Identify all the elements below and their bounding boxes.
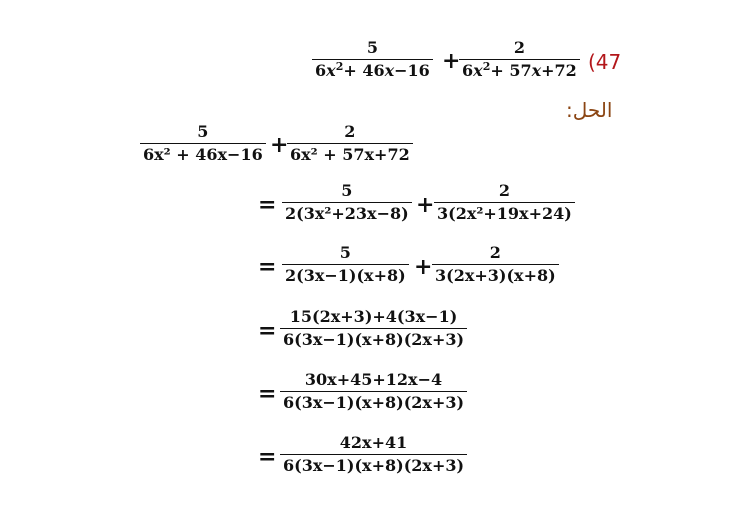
denominator: $6x^2+ 57x+72$ xyxy=(462,60,577,80)
denominator: $6x^2+ 46x-16$ xyxy=(315,60,430,80)
fraction-bar xyxy=(312,59,433,60)
equals-sign: = xyxy=(258,192,277,218)
numerator: 42x+41 xyxy=(339,433,408,452)
step-2-fraction-a xyxy=(282,243,409,286)
equals-sign: = xyxy=(258,254,277,280)
restated-fraction-1 xyxy=(140,122,266,165)
denominator: 6(3x−1)(x+8)(2x+3) xyxy=(283,330,465,349)
fraction-bar xyxy=(140,143,266,144)
fraction-bar xyxy=(432,264,559,265)
numerator: 15(2x+3)+4(3x−1) xyxy=(289,307,458,326)
denominator: 3(2x²+19x+24) xyxy=(437,204,572,223)
fraction-bar xyxy=(282,202,412,203)
denominator: 2(3x−1)(x+8) xyxy=(285,266,406,285)
denominator: 6x² + 46x−16 xyxy=(143,145,263,164)
equals-sign: = xyxy=(258,444,277,470)
numerator: 5 xyxy=(339,243,351,262)
fraction-bar xyxy=(434,202,575,203)
step-3-fraction xyxy=(280,307,467,350)
numerator: 2 xyxy=(498,181,510,200)
plus-sign: + xyxy=(416,192,435,218)
step-4-fraction xyxy=(280,370,467,413)
fraction-bar xyxy=(280,454,467,455)
denominator: 6x² + 57x+72 xyxy=(290,145,410,164)
step-1-fraction-a xyxy=(282,181,412,224)
numerator: 2 xyxy=(344,122,356,141)
equals-sign: = xyxy=(258,318,277,344)
numerator: 5 xyxy=(197,122,209,141)
fraction-bar xyxy=(280,328,467,329)
step-1-fraction-b xyxy=(434,181,575,224)
denominator: 2(3x²+23x−8) xyxy=(285,204,409,223)
step-5-fraction xyxy=(280,433,467,476)
denominator: 3(2x+3)(x+8) xyxy=(435,266,556,285)
numerator: 2 xyxy=(513,38,525,57)
plus-sign: + xyxy=(270,132,289,158)
fraction-bar xyxy=(280,391,467,392)
restated-fraction-2 xyxy=(287,122,413,165)
numerator: 30x+45+12x−4 xyxy=(304,370,443,389)
numerator: 2 xyxy=(489,243,501,262)
equals-sign: = xyxy=(258,381,277,407)
denominator: 6(3x−1)(x+8)(2x+3) xyxy=(283,393,465,412)
solution-label: الحل: xyxy=(566,98,613,122)
plus-sign: + xyxy=(414,254,433,280)
problem-number: (47 xyxy=(588,50,622,74)
problem-fraction-2 xyxy=(459,38,580,81)
fraction-bar xyxy=(282,264,409,265)
problem-fraction-1 xyxy=(312,38,433,81)
fraction-bar xyxy=(287,143,413,144)
denominator: 6(3x−1)(x+8)(2x+3) xyxy=(283,456,465,475)
fraction-bar xyxy=(459,59,580,60)
plus-sign: + xyxy=(442,48,461,74)
numerator: 5 xyxy=(341,181,353,200)
step-2-fraction-b xyxy=(432,243,559,286)
numerator: 5 xyxy=(366,38,378,57)
